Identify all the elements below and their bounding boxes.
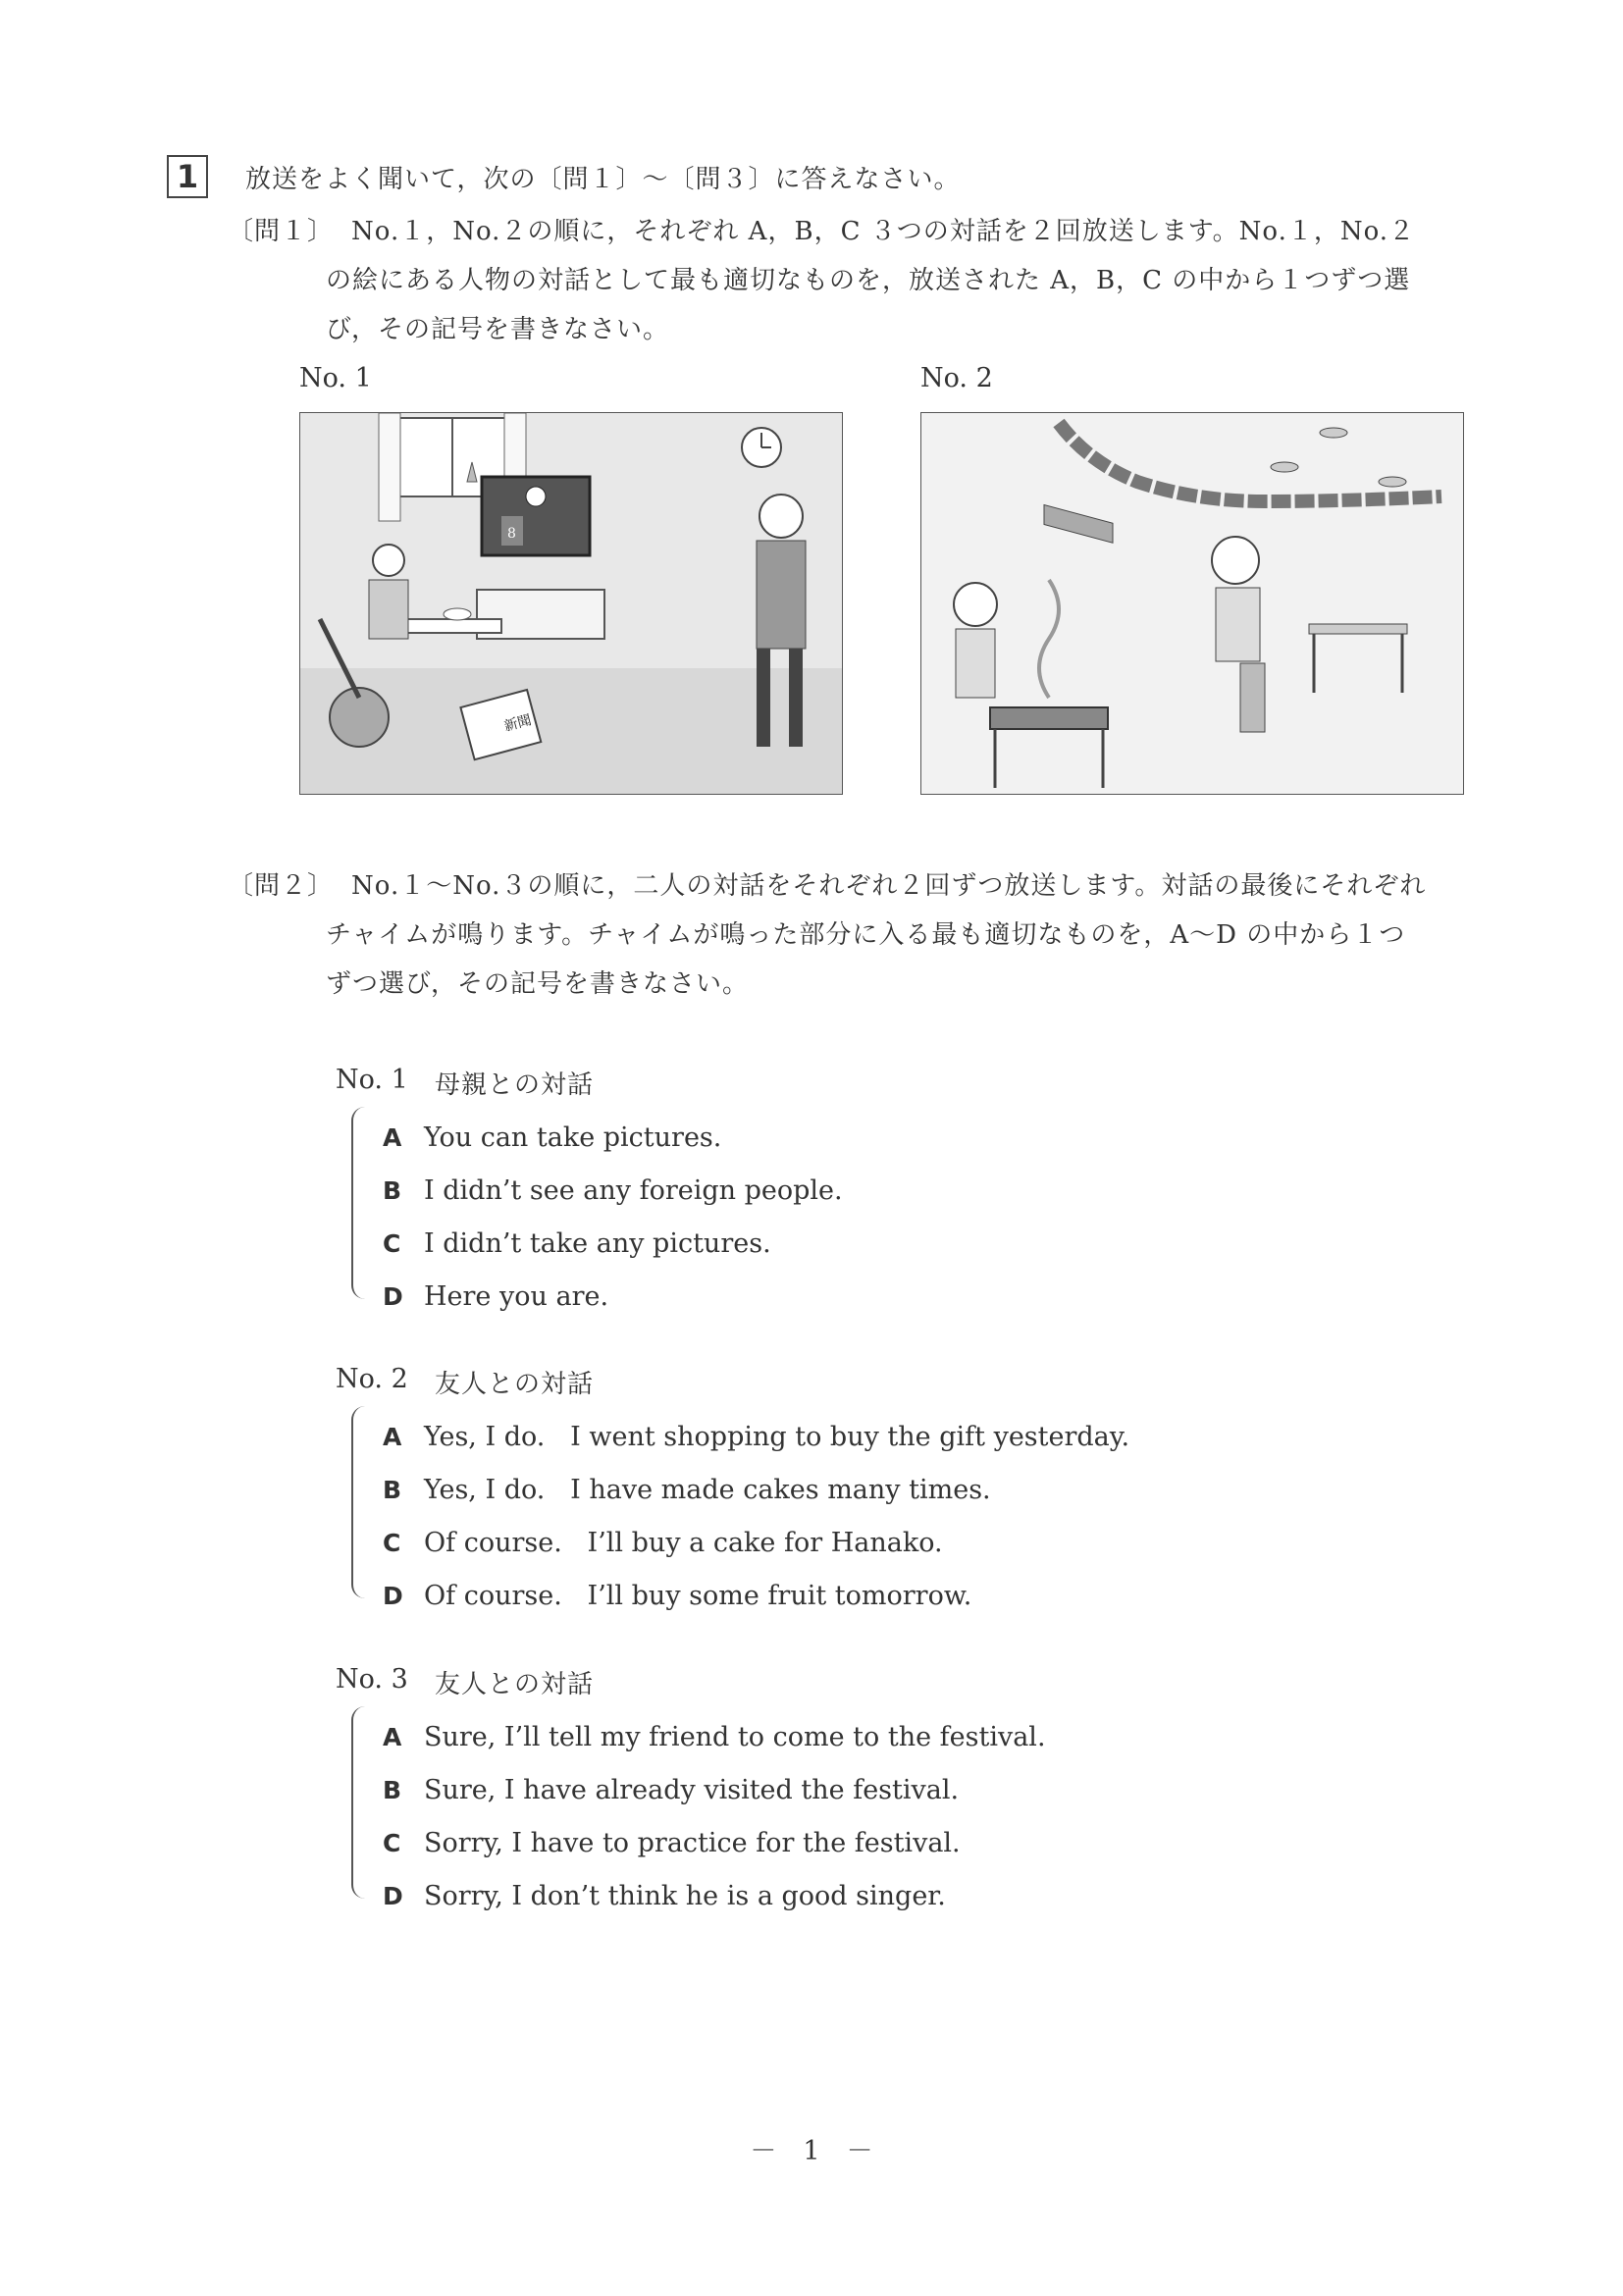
option [383,1712,1046,1765]
option-letter: D [383,1582,403,1610]
item-2-number: No. 2 [336,1364,408,1394]
option-text: I didn’t see any foreign people. [424,1175,843,1206]
option [383,1219,843,1272]
option-letter: A [383,1423,402,1451]
option-letter: B [383,1476,402,1504]
option [383,1113,843,1166]
option-letter: C [383,1229,401,1258]
item-1-title: 母親との対話 [435,1070,595,1100]
item-2-brace [351,1406,367,1598]
option-letter: D [383,1882,403,1910]
option-text: Of course. I’ll buy some fruit tomorrow. [424,1581,972,1611]
picture-1-label: No. 1 [299,363,372,393]
option-letter: C [383,1529,401,1557]
option-letter: C [383,1829,401,1857]
option-text: You can take pictures. [424,1122,722,1153]
q2-label: 〔問２〕 [228,871,335,901]
option-letter: B [383,1776,402,1804]
q1-line-3: び，その記号を書きなさい。 [326,315,669,344]
option [383,1465,1129,1518]
item-3-options [383,1712,1046,1924]
option-letter: D [383,1282,403,1311]
page-number: － 1 － [750,2136,873,2166]
option-text: Sorry, I have to practice for the festival. [424,1828,961,1858]
option-letter: B [383,1176,402,1205]
option [383,1765,1046,1818]
option-text: Of course. I’ll buy a cake for Hanako. [424,1528,943,1558]
option [383,1166,843,1219]
q2-line-2: チャイムが鳴ります。チャイムが鳴った部分に入る最も適切なものを，A～D の中から１つ [326,920,1406,950]
option-text: Here you are. [424,1281,609,1312]
q2-line-3: ずつ選び，その記号を書きなさい。 [326,969,749,999]
option-text: Sure, I’ll tell my friend to come to the festival. [424,1722,1046,1752]
option [383,1272,843,1325]
item-3-brace [351,1706,367,1899]
item-3-title: 友人との対話 [435,1670,595,1699]
item-1-brace [351,1107,367,1299]
picture-2-label: No. 2 [920,363,993,393]
option-text: Sure, I have already visited the festival. [424,1775,960,1805]
option-letter: A [383,1123,402,1152]
item-2-options [383,1412,1129,1624]
q1-line-2: の絵にある人物の対話として最も適切なものを，放送された A，B，C の中から１つずつ選 [326,266,1411,295]
picture-1-living-room [299,412,843,795]
option-letter: A [383,1723,402,1751]
picture-2-barbecue [920,412,1464,795]
q1-label: 〔問１〕 [228,217,335,246]
q2-line-1: No.１～No.３の順に，二人の対話をそれぞれ２回ずつ放送します。対話の最後にそれぞれ [351,871,1427,901]
option [383,1871,1046,1924]
section-instruction: 放送をよく聞いて，次の〔問１〕～〔問３〕に答えなさい。 [245,165,961,194]
newspaper-text: 新聞 [502,712,534,735]
option [383,1518,1129,1571]
option [383,1412,1129,1465]
section-number: 1 [167,155,208,198]
item-2-title: 友人との対話 [435,1370,595,1399]
item-3-number: No. 3 [336,1664,408,1695]
option-text: Yes, I do. I have made cakes many times. [424,1475,991,1505]
item-1-options [383,1113,843,1325]
item-1-number: No. 1 [336,1065,408,1095]
option [383,1571,1129,1624]
option [383,1818,1046,1871]
option-text: Sorry, I don’t think he is a good singer. [424,1881,946,1911]
tv-shirt-number: 8 [507,526,516,542]
option-text: Yes, I do. I went shopping to buy the gift yesterday. [424,1422,1130,1452]
option-text: I didn’t take any pictures. [424,1228,771,1259]
q1-line-1: No.１，No.２の順に，それぞれ A，B，C ３つの対話を２回放送します。No.１，No.２ [351,217,1416,246]
